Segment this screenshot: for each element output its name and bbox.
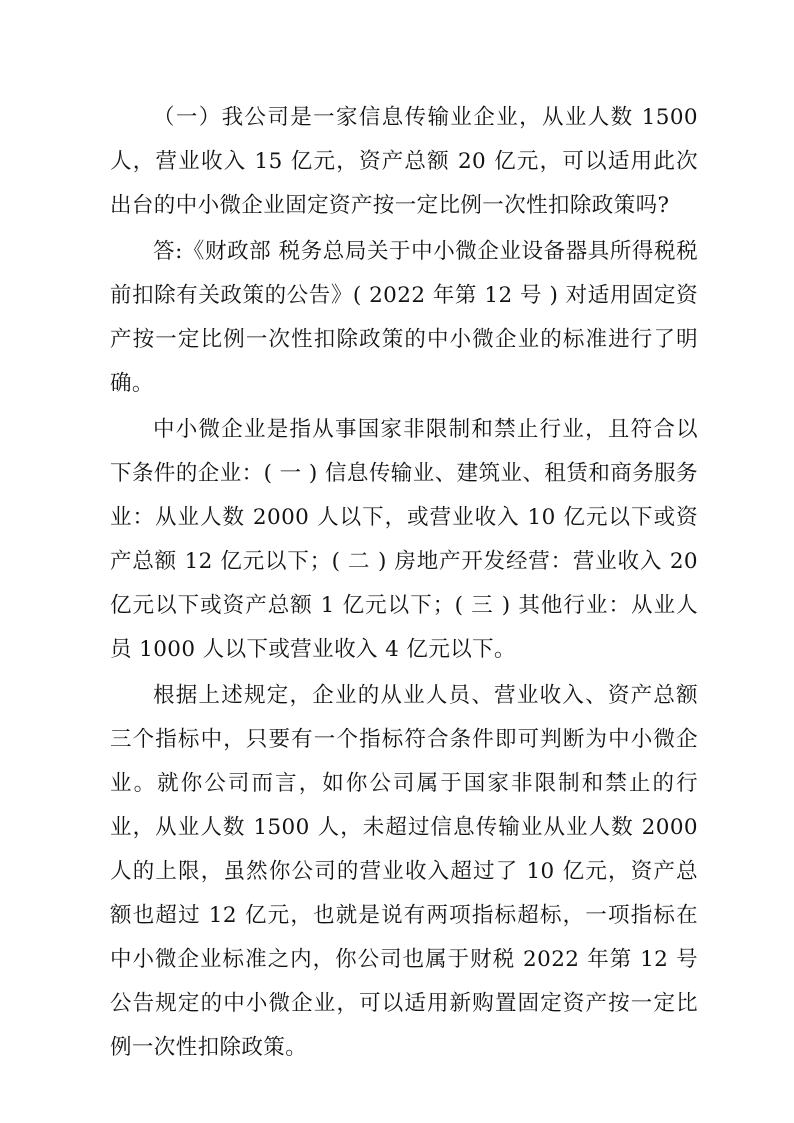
paragraph-definition: 中小微企业是指从事国家非限制和禁止行业，且符合以下条件的企业：( 一 ) 信息传输业、建筑业、租赁和商务服务业：从业人数 2000 人以下，或营业收入 10 亿元以下或资产总额 12 亿元以下；( 二 ) 房地产开发经营：营业收入 20 亿元以下或资产总额 1 亿元以下；( 三 ) 其他行业：从业人员 1000 人以下或营业收入 4 亿元以下。 [110,417,698,662]
paragraph-answer-intro: 答:《财政部 税务总局关于中小微企业设备器具所得税税前扣除有关政策的公告》( 2022 年第 12 号 ) 对适用固定资产按一定比例一次性扣除政策的中小微企业的标准进行了明确。 [110,239,698,396]
paragraph-question: （一）我公司是一家信息传输业企业，从业人数 1500 人，营业收入 15 亿元，资产总额 20 亿元，可以适用此次出台的中小微企业固定资产按一定比例一次性扣除政策吗? [110,105,698,218]
paragraph-conclusion: 根据上述规定，企业的从业人员、营业收入、资产总额三个指标中，只要有一个指标符合条件即可判断为中小微企业。就你公司而言，如你公司属于国家非限制和禁止的行业，从业人数 1500 人，未超过信息传输业从业人数 2000 人的上限，虽然你公司的营业收入超过了 10 亿元，资产总额也超过 12 亿元，也就是说有两项指标超标，一项指标在中小微企业标准之内，你公司也属于财税 2022 年第 12 号公告规定的中小微企业，可以适用新购置固定资产按一定比例一次性扣除政策。 [110,683,698,1060]
document-body [110,96,698,1070]
